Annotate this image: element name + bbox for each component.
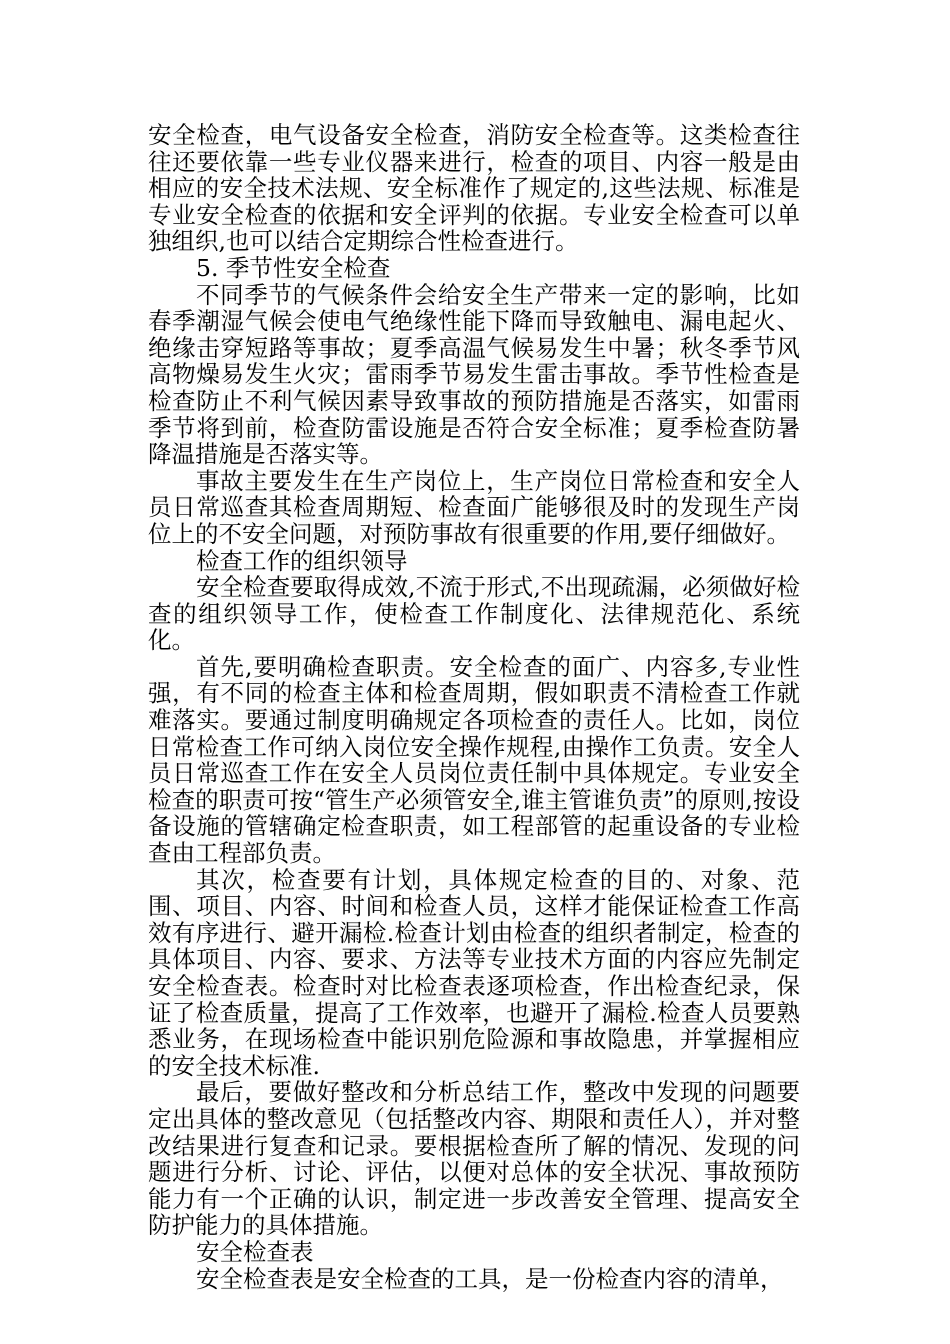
paragraph-first-responsibilities: 首先,要明确检查职责。安全检查的面广、内容多,专业性强，有不同的检查主体和检查周期，假如职责不清检查工作就难落实。要通过制度明确规定各项检查的责任人。比如，岗位日常检查工作可纳入岗位安全操作规程,由操作工负责。安全人员日常巡查工作在安全人员岗位责任制中具体规定。专业安全检查的职责可按“管生产必须管安全,谁主管谁负责”的原则,按设备设施的管辖确定检查职责，如工程部管的起重设备的专业检查由工程部负责。	[148, 652, 800, 868]
paragraph-safety-checklist: 安全检查表是安全检查的工具，是一份检查内容的清单，	[196, 1264, 784, 1293]
paragraph-organization-intro: 安全检查要取得成效,不流于形式,不出现疏漏，必须做好检查的组织领导工作，使检查工作制度化、法律规范化、系统化。	[148, 573, 800, 655]
heading-inspection-organization: 检查工作的组织领导	[196, 546, 408, 575]
paragraph-finally-rectification: 最后，要做好整改和分析总结工作，整改中发现的问题要定出具体的整改意见（包括整改内容、期限和责任人），并对整改结果进行复查和记录。要根据检查所了解的情况、发现的问题进行分析、讨论、评估，以便对总体的安全状况、事故预防能力有一个正确的认识，制定进一步改善安全管理、提高安全防护能力的具体措施。	[148, 1078, 800, 1240]
paragraph-second-planning: 其次，检查要有计划，具体规定检查的目的、对象、范围、项目、内容、时间和检查人员，这样才能保证检查工作高效有序进行、避开漏检.检查计划由检查的组织者制定，检查的具体项目、内容、要求、方法等专业技术方面的内容应先制定安全检查表。检查时对比检查表逐项检查，作出检查纪录，保证了检查质量，提高了工作效率，也避开了漏检.检查人员要熟悉业务，在现场检查中能识别危险源和事故隐患，并掌握相应的安全技术标准.	[148, 865, 800, 1080]
document-page	[148, 122, 800, 1292]
paragraph-professional-inspection-continued: 安全检查，电气设备安全检查，消防安全检查等。这类检查往往还要依靠一些专业仪器来进行，检查的项目、内容一般是由相应的安全技术法规、安全标准作了规定的,这些法规、标准是专业安全检查的依据和安全评判的依据。专业安全检查可以单独组织,也可以结合定期综合性检查进行。	[148, 121, 800, 256]
heading-seasonal-inspection: 5. 季节性安全检查	[196, 253, 391, 282]
paragraph-seasonal-inspection: 不同季节的气候条件会给安全生产带来一定的影响，比如春季潮湿气候会使电气绝缘性能下降而导致触电、漏电起火、绝缘击穿短路等事故；夏季高温气候易发生中暑；秋冬季节风高物燥易发生火灾；雷雨季节易发生雷击事故。季节性检查是检查防止不利气候因素导致事故的预防措施是否落实，如雷雨季节将到前，检查防雷设施是否符合安全标准；夏季检查防暑降温措施是否落实等。	[148, 280, 800, 469]
paragraph-daily-inspection: 事故主要发生在生产岗位上，生产岗位日常检查和安全人员日常巡查其检查周期短、检查面广能够很及时的发现生产岗位上的不安全问题，对预防事故有很重要的作用,要仔细做好。	[148, 466, 800, 548]
heading-safety-checklist: 安全检查表	[196, 1237, 314, 1266]
